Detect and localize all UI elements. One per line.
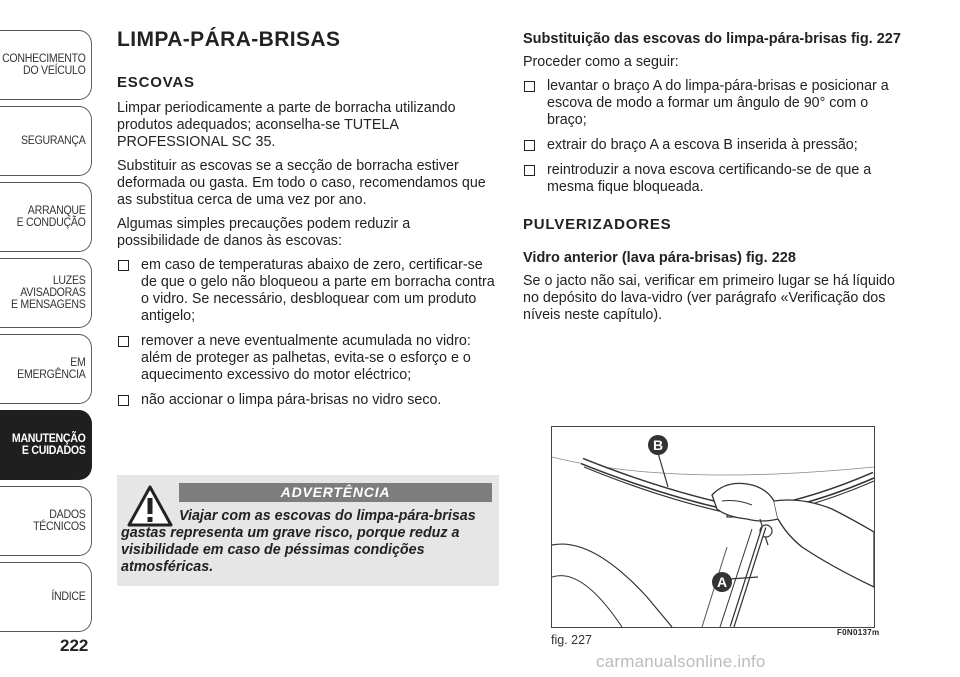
paragraph-precautions: Algumas simples precauções podem reduzir a possibilidade de danos às escovas:: [117, 216, 411, 249]
right-column: [523, 30, 903, 331]
section-title-pulverizadores: PULVERIZADORES: [523, 216, 672, 233]
figure-wiper-blade: [551, 426, 875, 628]
tab-manutencao-e-cuidados[interactable]: MANUTENÇÃO E CUIDADOS: [0, 410, 92, 480]
label-b: B: [652, 437, 664, 453]
list-item-text: reintroduzir a nova escova certificando-se de que a mesma fique bloqueada.: [547, 162, 872, 195]
paragraph-intro: Proceder como a seguir:: [523, 54, 679, 70]
left-column: [117, 28, 495, 417]
figure-code: F0N0137m: [837, 628, 880, 637]
checkbox-bullet-icon: [118, 260, 129, 271]
tab-em-emergencia[interactable]: EM EMERGÊNCIA: [0, 334, 92, 404]
tab-arranque-e-conducao[interactable]: ARRANQUE E CONDUÇÃO: [0, 182, 92, 252]
section-heading-windscreen: Vidro anterior (lava pára-brisas) fig. 228: [523, 250, 796, 266]
page-number: 222: [60, 636, 89, 655]
tab-indice[interactable]: ÍNDICE: [0, 562, 92, 632]
list-item-text: levantar o braço A do limpa-pára-brisas e posicionar a escova de modo a formar um ângulo de 90° com o braço;: [547, 78, 889, 128]
list-item-text: em caso de temperaturas abaixo de zero, certificar-se de que o gelo não bloqueou a parte em borracha contra o vidro. Se necessário, desbloquear com um produto antigelo;: [141, 257, 495, 324]
checkbox-bullet-icon: [524, 140, 535, 151]
page-title: LIMPA-PÁRA-BRISAS: [117, 28, 341, 51]
label-a: A: [716, 574, 728, 590]
tab-conhecimento-do-veiculo[interactable]: CONHECIMENTO DO VEÍCULO: [0, 30, 92, 100]
checkbox-bullet-icon: [524, 165, 535, 176]
wiper-illustration: [552, 427, 874, 627]
list-item: [117, 333, 495, 384]
warning-text: Viajar com as escovas do limpa-pára-brisas gastas representa um grave risco, porque reduz a visibilidade em caso de péssimas condições atmosféricas.: [121, 508, 476, 575]
paragraph-replacement: Substituir as escovas se a secção de borracha estiver deformada ou gasta. Em todo o caso, recomendamos que as substitua cerca de uma vez por ano.: [117, 158, 486, 208]
paragraph-washer: Se o jacto não sai, verificar em primeiro lugar se há líquido no depósito do lava-vidro (ver parágrafo «Verificação dos níveis neste capítulo).: [523, 273, 895, 323]
tab-seguranca[interactable]: SEGURANÇA: [0, 106, 92, 176]
tab-dados-tecnicos[interactable]: DADOS TÉCNICOS: [0, 486, 92, 556]
tab-luzes-avisadoras[interactable]: LUZES AVISADORAS E MENSAGENS: [0, 258, 92, 328]
precautions-list: [117, 257, 495, 409]
watermark: carmanualsonline.info: [596, 652, 766, 671]
list-item: [117, 392, 495, 409]
section-title-escovas: ESCOVAS: [117, 74, 195, 91]
list-item-text: extrair do braço A a escova B inserida à pressão;: [547, 137, 858, 153]
warning-title: ADVERTÊNCIA: [179, 483, 492, 502]
paragraph-cleaning: Limpar periodicamente a parte de borracha utilizando produtos adequados; aconselha-se TUTELA PROFESSIONAL SC 35.: [117, 100, 456, 150]
list-item-text: não accionar o limpa pára-brisas no vidro seco.: [141, 392, 442, 408]
figure-caption: fig. 227: [551, 633, 593, 647]
list-item: [523, 137, 903, 154]
list-item: [523, 162, 903, 196]
warning-box: [117, 475, 499, 586]
list-item-text: remover a neve eventualmente acumulada no vidro: além de proteger as palhetas, evita-se o esforço e o aquecimento excessivo do motor eléctrico;: [141, 333, 471, 383]
checkbox-bullet-icon: [118, 395, 129, 406]
replacement-steps-list: [523, 78, 903, 196]
checkbox-bullet-icon: [118, 336, 129, 347]
section-heading-replacement: Substituição das escovas do limpa-pára-brisas fig. 227: [523, 31, 901, 47]
list-item: [523, 78, 903, 129]
checkbox-bullet-icon: [524, 81, 535, 92]
list-item: [117, 257, 495, 325]
